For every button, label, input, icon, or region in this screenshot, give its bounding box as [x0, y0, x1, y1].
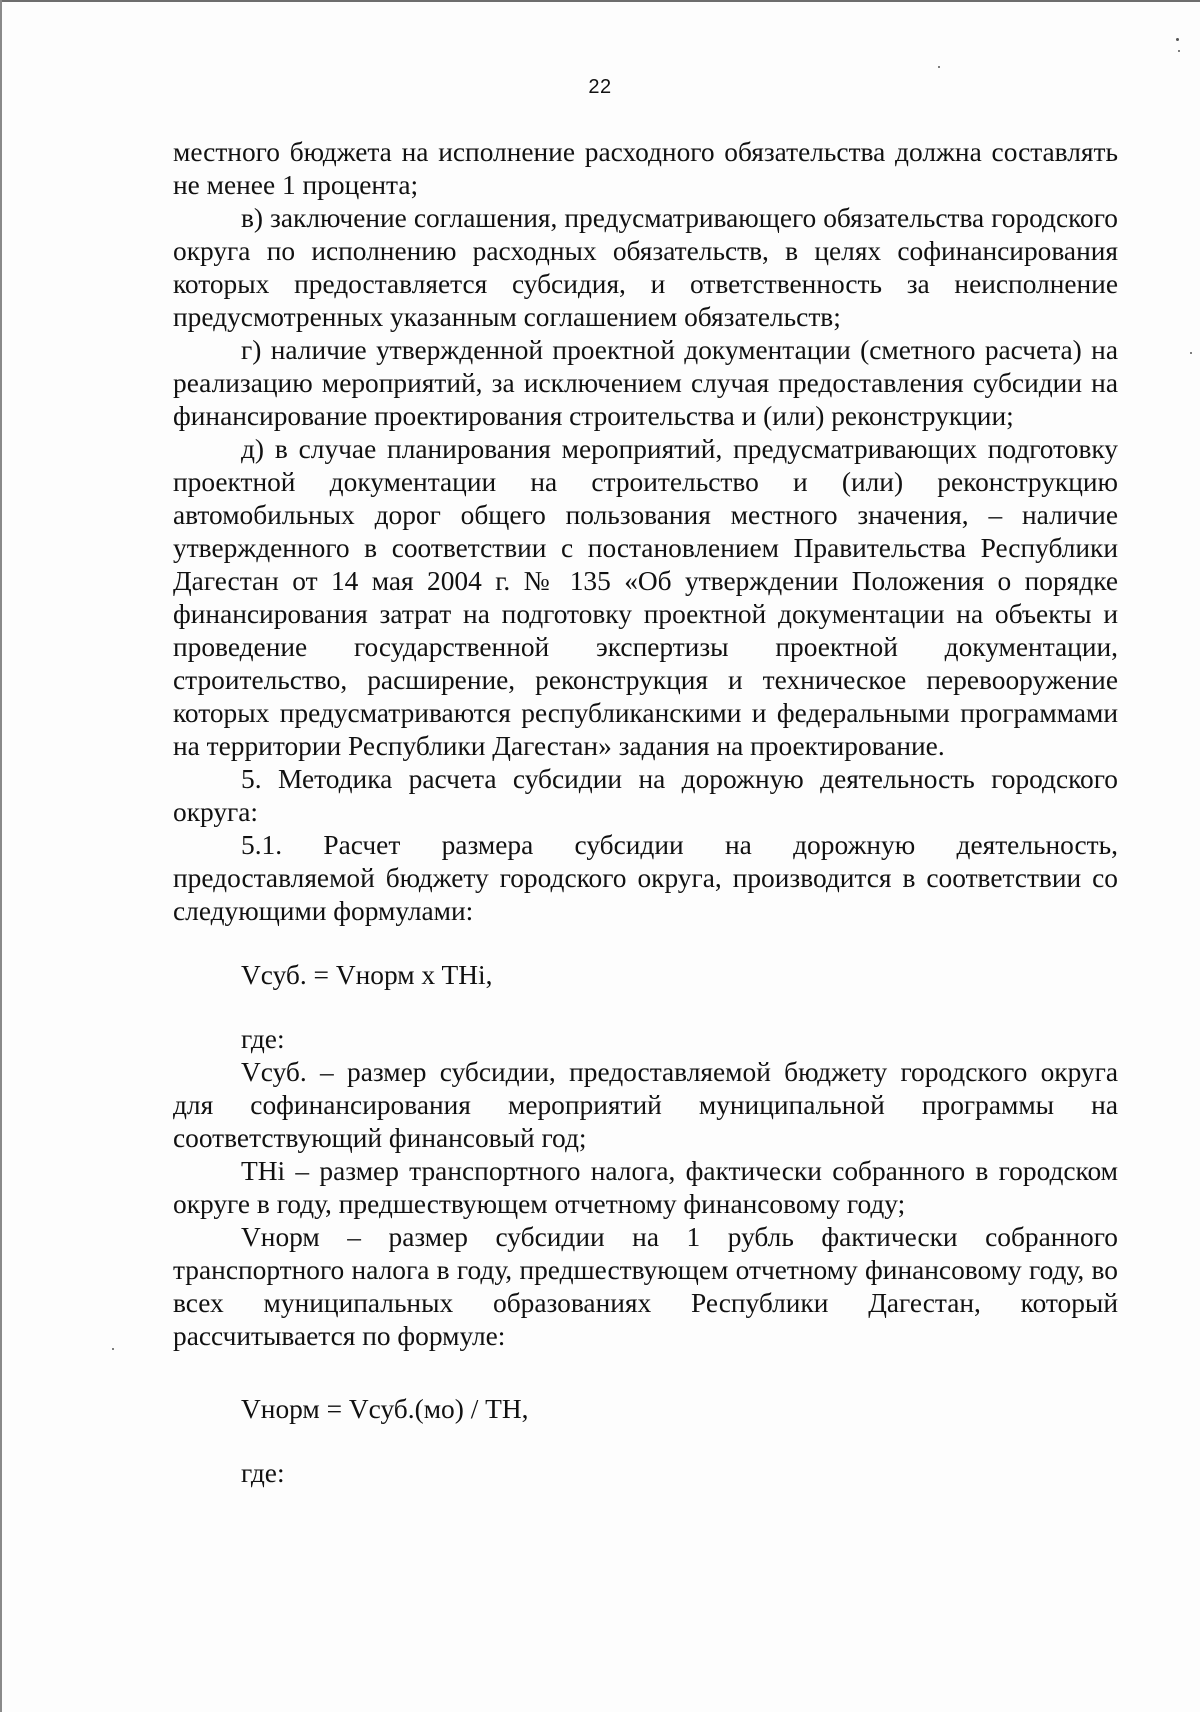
- where-label-1: где:: [241, 1024, 285, 1054]
- page-number: 22: [588, 76, 612, 98]
- definition-vnorm: Vнорм – размер субсидии на 1 рубль фактически собранного транспортного налога в году, предшествующем отчетному финансовому году, во всех муниципальных образованиях Республики Дагестан, который рассчитывается по формуле:: [173, 1222, 1118, 1351]
- scan-edge-top: [0, 0, 1200, 2]
- scan-speck: [1178, 50, 1180, 52]
- paragraph-item-g: г) наличие утвержденной проектной документации (сметного расчета) на реализацию мероприятий, за исключением случая предоставления субсидии на финансирование проектирования строительства и (или) реконструкции;: [173, 335, 1118, 431]
- paragraph-budget-share: местного бюджета на исполнение расходного обязательства должна составлять не менее 1 процента;: [173, 137, 1118, 200]
- scan-speck: [1176, 38, 1179, 41]
- document-body: [173, 136, 1118, 1490]
- definition-thi: THi – размер транспортного налога, фактически собранного в городском округе в году, предшествующем отчетному финансовому году;: [173, 1156, 1118, 1219]
- paragraph-item-v: в) заключение соглашения, предусматривающего обязательства городского округа по исполнению расходных обязательств, в целях софинансирования которых предоставляется субсидия, и ответственность за неисполнение предусмотренных указанным соглашением обязательств;: [173, 203, 1118, 332]
- paragraph-section-5: 5. Методика расчета субсидии на дорожную деятельность городского округа:: [173, 764, 1118, 827]
- formula-vnorm: Vнорм = Vсуб.(мо) / TH,: [241, 1394, 529, 1424]
- definition-vsub: Vсуб. – размер субсидии, предоставляемой бюджету городского округа для софинансирования мероприятий муниципальной программы на соответствующий финансовый год;: [173, 1057, 1118, 1153]
- where-label-2: где:: [241, 1458, 285, 1488]
- scan-speck: [1190, 352, 1192, 354]
- scan-edge-left: [0, 0, 2, 1712]
- formula-vsub: Vсуб. = Vнорм x THi,: [241, 960, 493, 990]
- scan-speck: [938, 66, 940, 68]
- scan-speck: [112, 1348, 114, 1350]
- paragraph-section-5-1: 5.1. Расчет размера субсидии на дорожную деятельность, предоставляемой бюджету городского округа, производится в соответствии со следующими формулами:: [173, 830, 1118, 926]
- paragraph-item-d: д) в случае планирования мероприятий, предусматривающих подготовку проектной документации на строительство и (или) реконструкцию автомобильных дорог общего пользования местного значения, – наличие утвержденного в соответствии с постановлением Правительства Республики Дагестан от 14 мая 2004 г. № 135 «Об утверждении Положения о порядке финансирования затрат на подготовку проектной документации на объекты и проведение государственной экспертизы проектной документации, строительство, расширение, реконструкция и техническое перевооружение которых предусматриваются республиканскими и федеральными программами на территории Республики Дагестан» задания на проектирование.: [173, 434, 1118, 761]
